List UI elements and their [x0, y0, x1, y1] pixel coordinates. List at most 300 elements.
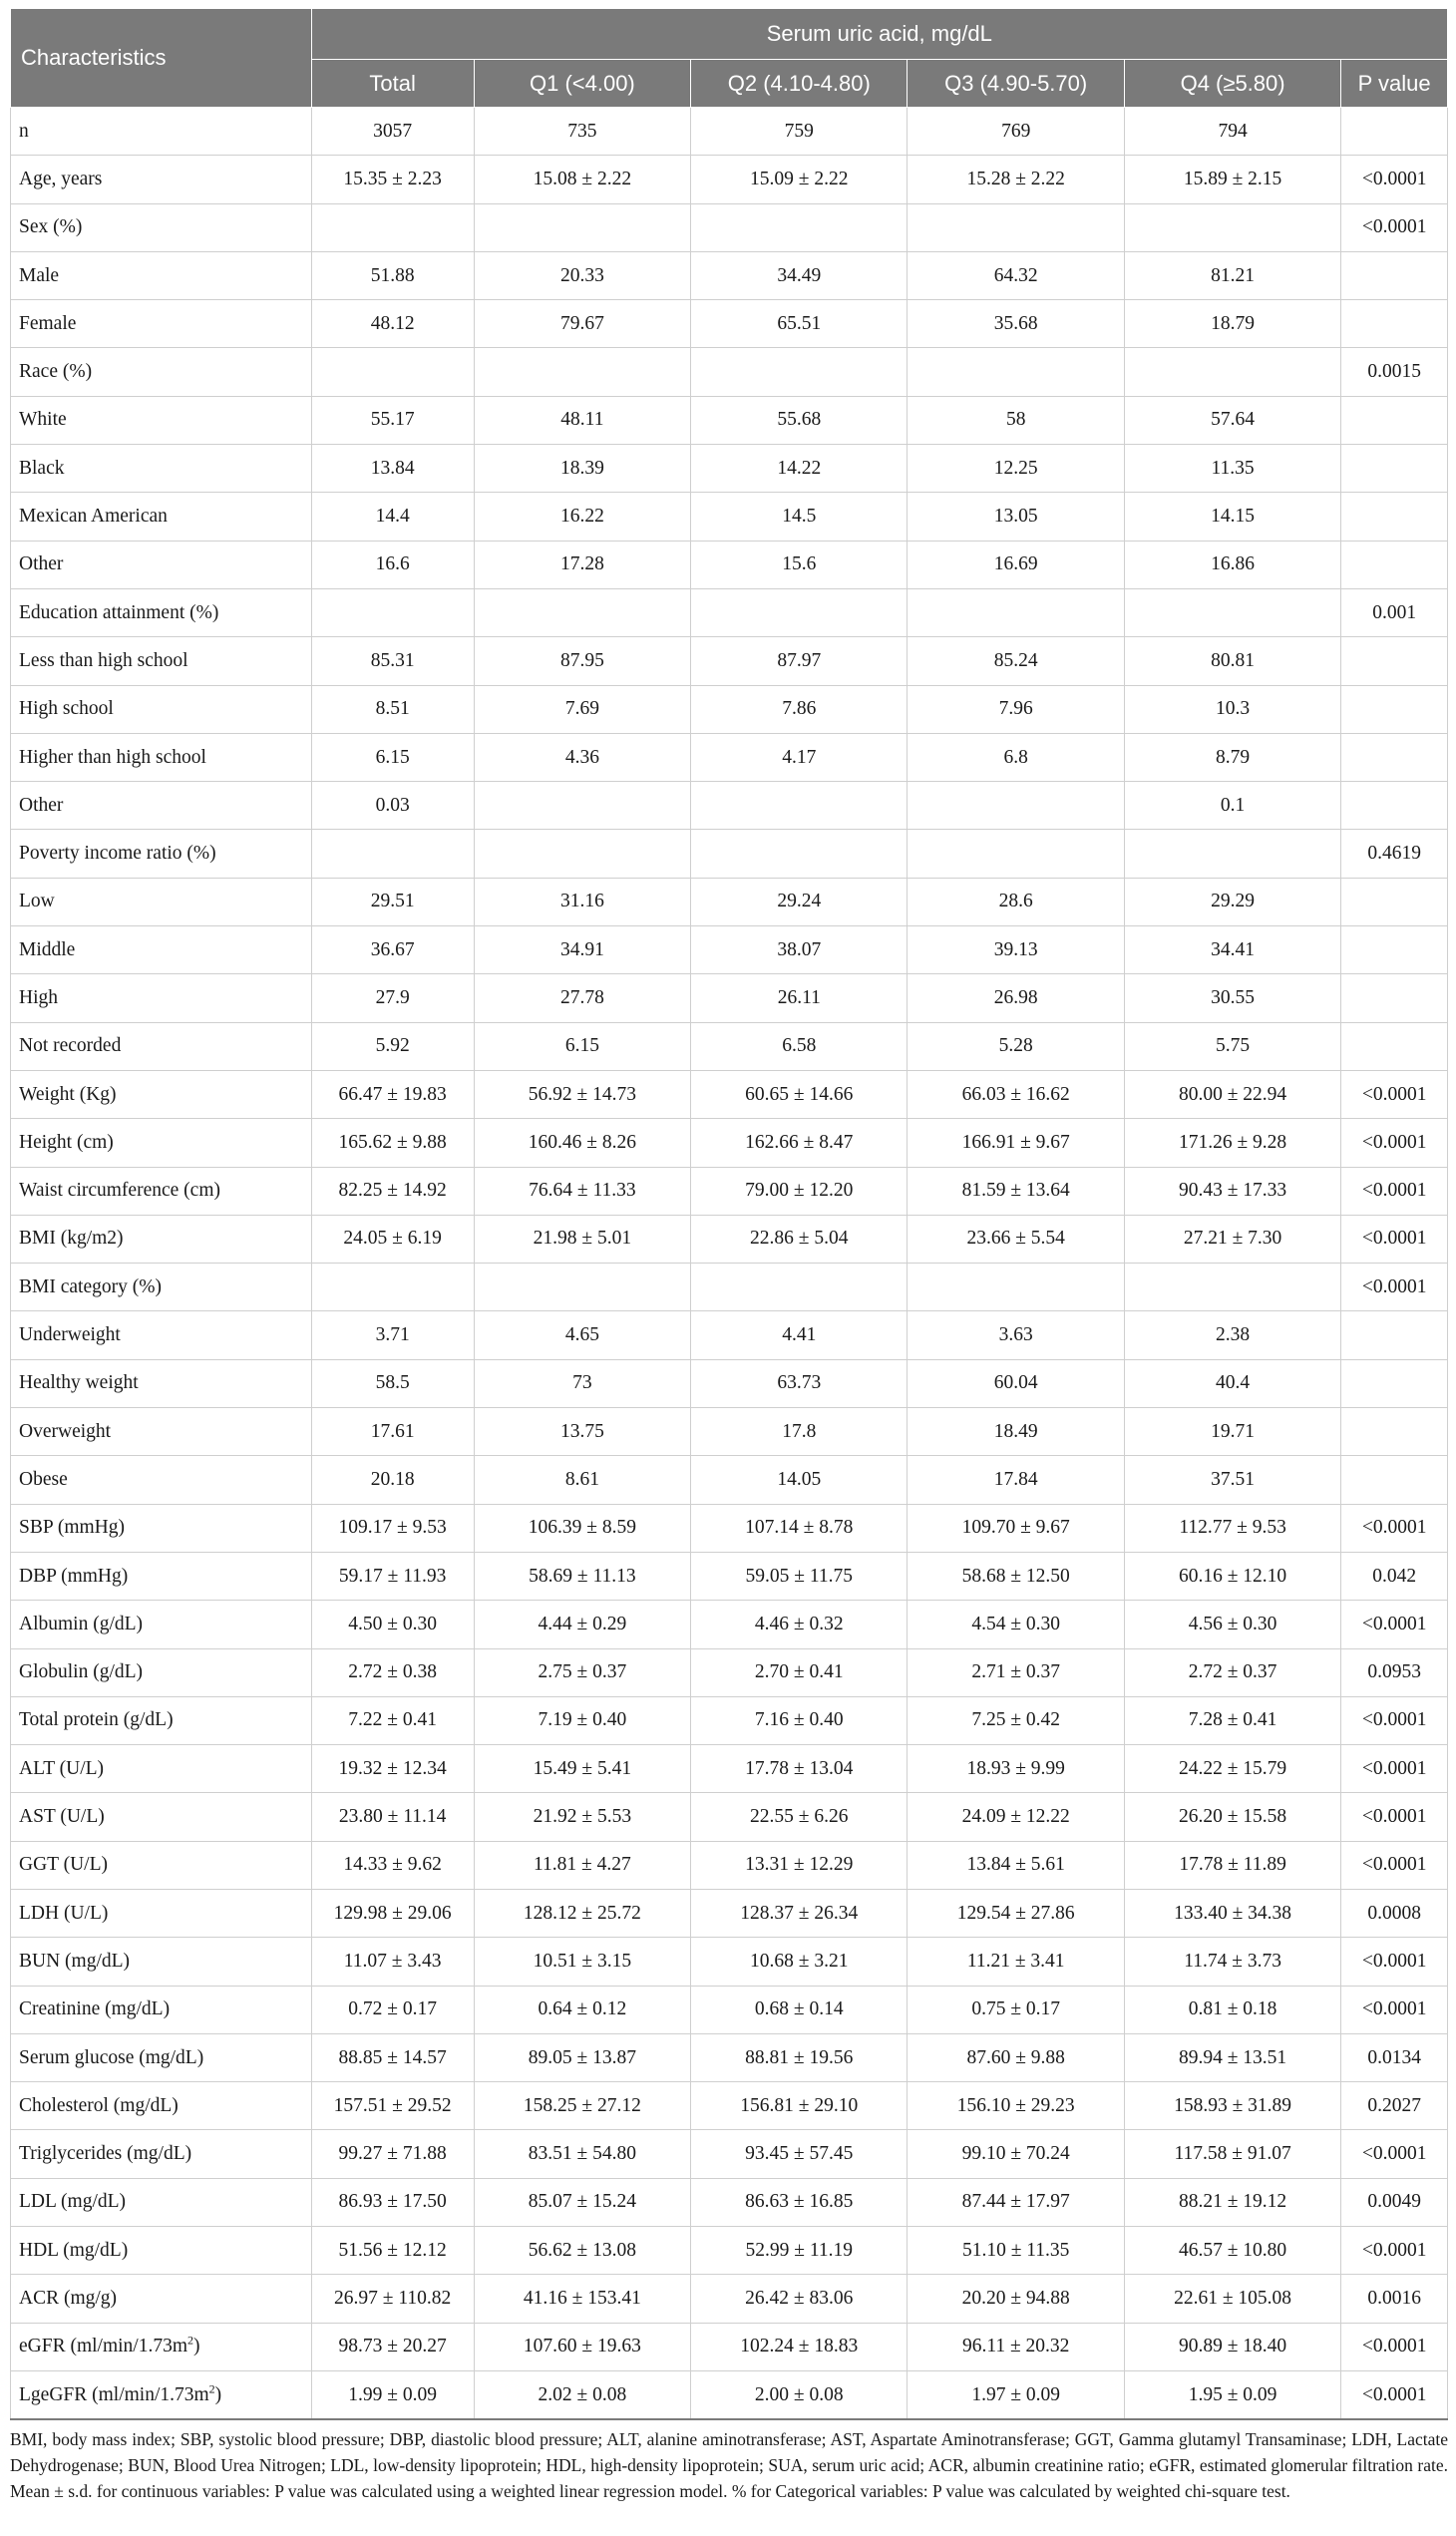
value-cell: 14.4	[311, 493, 474, 541]
value-cell: 6.8	[908, 733, 1124, 781]
row-label: ACR (mg/g)	[11, 2275, 312, 2323]
table-footnote: BMI, body mass index; SBP, systolic blood pressure; DBP, diastolic blood pressure; ALT, alanine aminotransferase; AST, Aspartate Aminotransferase; GGT, Gamma glutamyl Transaminase; LDH, Lactate Dehydrogenase; BUN, Blood Urea Nitrogen; LDL, low-density lipoprotein; HDL, high-density lipoprotein; SUA, serum uric acid; ACR, albumin creatinine ratio; eGFR, estimated glomerular filtration rate. Mean ± s.d. for continuous variables: P value was calculated using a weighted linear regression model. % for Categorical variables: P value was calculated by weighted chi-square test.	[10, 2429, 1448, 2502]
value-cell	[691, 348, 908, 396]
table-row	[11, 300, 1448, 348]
value-cell	[908, 588, 1124, 636]
p-value-cell: <0.0001	[1341, 1696, 1448, 1744]
value-cell: 4.17	[691, 733, 908, 781]
value-cell: 157.51 ± 29.52	[311, 2082, 474, 2130]
value-cell: 20.20 ± 94.88	[908, 2275, 1124, 2323]
value-cell: 3.63	[908, 1311, 1124, 1359]
p-value-cell	[1341, 685, 1448, 733]
value-cell: 48.11	[474, 396, 690, 444]
row-label-text: eGFR (ml/min/1.73m	[19, 2336, 188, 2357]
value-cell: 166.91 ± 9.67	[908, 1119, 1124, 1167]
p-value-cell: <0.0001	[1341, 2130, 1448, 2178]
table-row	[11, 1552, 1448, 1600]
value-cell: 60.04	[908, 1359, 1124, 1407]
value-cell: 156.81 ± 29.10	[691, 2082, 908, 2130]
value-cell: 17.28	[474, 541, 690, 588]
value-cell: 8.79	[1124, 733, 1340, 781]
value-cell: 171.26 ± 9.28	[1124, 1119, 1340, 1167]
value-cell: 4.44 ± 0.29	[474, 1601, 690, 1648]
row-label: Creatinine (mg/dL)	[11, 1986, 312, 2033]
value-cell: 11.35	[1124, 445, 1340, 493]
value-cell: 21.92 ± 5.53	[474, 1793, 690, 1841]
table-row	[11, 1793, 1448, 1841]
p-value-cell	[1341, 541, 1448, 588]
value-cell: 7.86	[691, 685, 908, 733]
value-cell: 18.93 ± 9.99	[908, 1745, 1124, 1793]
p-value-cell	[1341, 251, 1448, 299]
value-cell: 29.29	[1124, 878, 1340, 925]
row-label: Waist circumference (cm)	[11, 1167, 312, 1215]
row-label-text: LgeGFR (ml/min/1.73m	[19, 2383, 209, 2405]
value-cell: 85.31	[311, 637, 474, 685]
value-cell: 90.43 ± 17.33	[1124, 1167, 1340, 1215]
value-cell	[311, 348, 474, 396]
p-value-cell	[1341, 974, 1448, 1022]
row-label: Other	[11, 541, 312, 588]
p-value-cell	[1341, 782, 1448, 830]
value-cell: 29.24	[691, 878, 908, 925]
value-cell: 759	[691, 108, 908, 156]
value-cell: 14.22	[691, 445, 908, 493]
value-cell: 35.68	[908, 300, 1124, 348]
value-cell: 22.86 ± 5.04	[691, 1215, 908, 1263]
value-cell: 99.10 ± 70.24	[908, 2130, 1124, 2178]
value-cell: 31.16	[474, 878, 690, 925]
p-value-cell: <0.0001	[1341, 1745, 1448, 1793]
value-cell: 4.56 ± 0.30	[1124, 1601, 1340, 1648]
value-cell: 26.98	[908, 974, 1124, 1022]
value-cell: 85.07 ± 15.24	[474, 2178, 690, 2226]
value-cell: 14.05	[691, 1456, 908, 1504]
value-cell: 41.16 ± 153.41	[474, 2275, 690, 2323]
value-cell: 15.08 ± 2.22	[474, 156, 690, 203]
value-cell: 0.72 ± 0.17	[311, 1986, 474, 2033]
p-value-cell	[1341, 108, 1448, 156]
value-cell: 0.81 ± 0.18	[1124, 1986, 1340, 2033]
p-value-cell: <0.0001	[1341, 1119, 1448, 1167]
value-cell	[908, 203, 1124, 251]
table-row	[11, 733, 1448, 781]
value-cell: 15.89 ± 2.15	[1124, 156, 1340, 203]
row-label: Globulin (g/dL)	[11, 1648, 312, 1696]
value-cell: 40.4	[1124, 1359, 1340, 1407]
value-cell	[474, 348, 690, 396]
p-value-cell: <0.0001	[1341, 1986, 1448, 2033]
p-value-cell: 0.0015	[1341, 348, 1448, 396]
value-cell: 39.13	[908, 926, 1124, 974]
value-cell: 59.17 ± 11.93	[311, 1552, 474, 1600]
value-cell: 1.99 ± 0.09	[311, 2370, 474, 2419]
p-value-cell	[1341, 1408, 1448, 1456]
value-cell: 735	[474, 108, 690, 156]
value-cell	[908, 830, 1124, 878]
value-cell: 17.78 ± 13.04	[691, 1745, 908, 1793]
value-cell: 52.99 ± 11.19	[691, 2227, 908, 2275]
value-cell: 3.71	[311, 1311, 474, 1359]
value-cell: 93.45 ± 57.45	[691, 2130, 908, 2178]
value-cell: 17.61	[311, 1408, 474, 1456]
value-cell: 17.8	[691, 1408, 908, 1456]
value-cell: 133.40 ± 34.38	[1124, 1889, 1340, 1937]
row-label: GGT (U/L)	[11, 1841, 312, 1889]
value-cell: 117.58 ± 91.07	[1124, 2130, 1340, 2178]
value-cell: 22.61 ± 105.08	[1124, 2275, 1340, 2323]
value-cell: 2.38	[1124, 1311, 1340, 1359]
value-cell: 89.94 ± 13.51	[1124, 2033, 1340, 2081]
row-label: Cholesterol (mg/dL)	[11, 2082, 312, 2130]
row-label-end: )	[193, 2336, 200, 2357]
value-cell: 99.27 ± 71.88	[311, 2130, 474, 2178]
table-row	[11, 1745, 1448, 1793]
column-header: Q2 (4.10-4.80)	[691, 60, 908, 108]
value-cell: 22.55 ± 6.26	[691, 1793, 908, 1841]
value-cell: 128.37 ± 26.34	[691, 1889, 908, 1937]
value-cell: 55.17	[311, 396, 474, 444]
value-cell	[311, 830, 474, 878]
value-cell: 1.97 ± 0.09	[908, 2370, 1124, 2419]
p-value-cell: <0.0001	[1341, 2370, 1448, 2419]
value-cell: 13.31 ± 12.29	[691, 1841, 908, 1889]
value-cell	[474, 1264, 690, 1311]
value-cell: 14.15	[1124, 493, 1340, 541]
value-cell: 18.79	[1124, 300, 1340, 348]
value-cell: 26.42 ± 83.06	[691, 2275, 908, 2323]
value-cell: 8.61	[474, 1456, 690, 1504]
value-cell: 81.59 ± 13.64	[908, 1167, 1124, 1215]
value-cell: 7.69	[474, 685, 690, 733]
table-row	[11, 637, 1448, 685]
row-label: Albumin (g/dL)	[11, 1601, 312, 1648]
row-label: Height (cm)	[11, 1119, 312, 1167]
value-cell: 4.50 ± 0.30	[311, 1601, 474, 1648]
row-label	[11, 2323, 312, 2370]
p-value-cell	[1341, 1022, 1448, 1070]
p-value-cell: <0.0001	[1341, 1793, 1448, 1841]
header-characteristics: Characteristics	[11, 9, 312, 108]
column-header: Q3 (4.90-5.70)	[908, 60, 1124, 108]
p-value-cell: <0.0001	[1341, 1167, 1448, 1215]
value-cell: 80.81	[1124, 637, 1340, 685]
value-cell: 24.05 ± 6.19	[311, 1215, 474, 1263]
value-cell: 128.12 ± 25.72	[474, 1889, 690, 1937]
table-row	[11, 588, 1448, 636]
value-cell	[1124, 830, 1340, 878]
table-row	[11, 1456, 1448, 1504]
row-label: Triglycerides (mg/dL)	[11, 2130, 312, 2178]
value-cell: 4.54 ± 0.30	[908, 1601, 1124, 1648]
value-cell: 27.78	[474, 974, 690, 1022]
value-cell: 82.25 ± 14.92	[311, 1167, 474, 1215]
table-row	[11, 1601, 1448, 1648]
p-value-cell	[1341, 878, 1448, 925]
value-cell: 0.75 ± 0.17	[908, 1986, 1124, 2033]
value-cell: 86.63 ± 16.85	[691, 2178, 908, 2226]
value-cell: 18.49	[908, 1408, 1124, 1456]
p-value-cell	[1341, 445, 1448, 493]
value-cell	[1124, 348, 1340, 396]
characteristics-table	[10, 8, 1448, 2420]
value-cell: 87.60 ± 9.88	[908, 2033, 1124, 2081]
value-cell: 27.9	[311, 974, 474, 1022]
value-cell: 2.71 ± 0.37	[908, 1648, 1124, 1696]
value-cell: 102.24 ± 18.83	[691, 2323, 908, 2370]
value-cell: 15.28 ± 2.22	[908, 156, 1124, 203]
value-cell: 80.00 ± 22.94	[1124, 1070, 1340, 1118]
value-cell: 5.92	[311, 1022, 474, 1070]
value-cell: 162.66 ± 8.47	[691, 1119, 908, 1167]
value-cell: 63.73	[691, 1359, 908, 1407]
value-cell: 20.33	[474, 251, 690, 299]
value-cell: 8.51	[311, 685, 474, 733]
value-cell: 58	[908, 396, 1124, 444]
value-cell	[691, 588, 908, 636]
value-cell: 23.66 ± 5.54	[908, 1215, 1124, 1263]
p-value-cell: 0.0049	[1341, 2178, 1448, 2226]
value-cell: 7.16 ± 0.40	[691, 1696, 908, 1744]
p-value-cell: <0.0001	[1341, 1938, 1448, 1986]
value-cell: 66.03 ± 16.62	[908, 1070, 1124, 1118]
row-label: Sex (%)	[11, 203, 312, 251]
p-value-cell: <0.0001	[1341, 156, 1448, 203]
table-row	[11, 1889, 1448, 1937]
table-row	[11, 926, 1448, 974]
row-label: Not recorded	[11, 1022, 312, 1070]
p-value-cell: 0.001	[1341, 588, 1448, 636]
table-row	[11, 2370, 1448, 2419]
value-cell: 34.41	[1124, 926, 1340, 974]
value-cell	[908, 1264, 1124, 1311]
value-cell: 56.62 ± 13.08	[474, 2227, 690, 2275]
value-cell: 10.51 ± 3.15	[474, 1938, 690, 1986]
row-label: Age, years	[11, 156, 312, 203]
p-value-cell: <0.0001	[1341, 1070, 1448, 1118]
value-cell: 16.86	[1124, 541, 1340, 588]
table-row	[11, 108, 1448, 156]
value-cell	[908, 782, 1124, 830]
row-label: ALT (U/L)	[11, 1745, 312, 1793]
row-label: Mexican American	[11, 493, 312, 541]
value-cell: 15.09 ± 2.22	[691, 156, 908, 203]
p-value-cell	[1341, 493, 1448, 541]
value-cell: 14.33 ± 9.62	[311, 1841, 474, 1889]
value-cell	[474, 782, 690, 830]
table-row	[11, 2178, 1448, 2226]
row-label-superscript: 2	[187, 2333, 194, 2348]
value-cell: 58.5	[311, 1359, 474, 1407]
value-cell: 57.64	[1124, 396, 1340, 444]
row-label: BMI (kg/m2)	[11, 1215, 312, 1263]
value-cell: 5.75	[1124, 1022, 1340, 1070]
value-cell: 36.67	[311, 926, 474, 974]
value-cell: 27.21 ± 7.30	[1124, 1215, 1340, 1263]
table-row	[11, 2227, 1448, 2275]
p-value-cell	[1341, 637, 1448, 685]
p-value-cell: 0.0016	[1341, 2275, 1448, 2323]
row-label: White	[11, 396, 312, 444]
row-label: BUN (mg/dL)	[11, 1938, 312, 1986]
value-cell	[691, 1264, 908, 1311]
row-label: Serum glucose (mg/dL)	[11, 2033, 312, 2081]
value-cell	[691, 203, 908, 251]
column-header: Total	[311, 60, 474, 108]
table-body	[11, 108, 1448, 2420]
row-label: Male	[11, 251, 312, 299]
value-cell: 16.22	[474, 493, 690, 541]
p-value-cell: 0.0953	[1341, 1648, 1448, 1696]
row-label: Underweight	[11, 1311, 312, 1359]
value-cell: 2.72 ± 0.37	[1124, 1648, 1340, 1696]
value-cell: 79.00 ± 12.20	[691, 1167, 908, 1215]
value-cell: 48.12	[311, 300, 474, 348]
table-row	[11, 1215, 1448, 1263]
value-cell: 10.68 ± 3.21	[691, 1938, 908, 1986]
p-value-cell	[1341, 396, 1448, 444]
table-row	[11, 2275, 1448, 2323]
table-row	[11, 1022, 1448, 1070]
row-label: SBP (mmHg)	[11, 1504, 312, 1552]
value-cell: 15.35 ± 2.23	[311, 156, 474, 203]
value-cell: 13.75	[474, 1408, 690, 1456]
value-cell: 88.85 ± 14.57	[311, 2033, 474, 2081]
value-cell: 76.64 ± 11.33	[474, 1167, 690, 1215]
table-row	[11, 1841, 1448, 1889]
value-cell: 794	[1124, 108, 1340, 156]
value-cell: 21.98 ± 5.01	[474, 1215, 690, 1263]
value-cell: 38.07	[691, 926, 908, 974]
value-cell: 59.05 ± 11.75	[691, 1552, 908, 1600]
p-value-cell: <0.0001	[1341, 203, 1448, 251]
row-label: LDH (U/L)	[11, 1889, 312, 1937]
p-value-cell: 0.4619	[1341, 830, 1448, 878]
value-cell: 0.64 ± 0.12	[474, 1986, 690, 2033]
row-label-end: )	[214, 2383, 222, 2405]
value-cell: 29.51	[311, 878, 474, 925]
table-row	[11, 2082, 1448, 2130]
value-cell: 160.46 ± 8.26	[474, 1119, 690, 1167]
value-cell: 66.47 ± 19.83	[311, 1070, 474, 1118]
table-row	[11, 1696, 1448, 1744]
table-row	[11, 2033, 1448, 2081]
table-row	[11, 348, 1448, 396]
value-cell: 15.49 ± 5.41	[474, 1745, 690, 1793]
table-row	[11, 1070, 1448, 1118]
value-cell: 89.05 ± 13.87	[474, 2033, 690, 2081]
value-cell: 11.21 ± 3.41	[908, 1938, 1124, 1986]
row-label: Less than high school	[11, 637, 312, 685]
value-cell: 51.88	[311, 251, 474, 299]
p-value-cell	[1341, 1359, 1448, 1407]
value-cell: 20.18	[311, 1456, 474, 1504]
table-row	[11, 445, 1448, 493]
p-value-cell	[1341, 300, 1448, 348]
header-serum-uric-acid: Serum uric acid, mg/dL	[311, 9, 1447, 60]
value-cell: 158.93 ± 31.89	[1124, 2082, 1340, 2130]
p-value-cell: <0.0001	[1341, 1841, 1448, 1889]
value-cell: 10.3	[1124, 685, 1340, 733]
row-label: LDL (mg/dL)	[11, 2178, 312, 2226]
p-value-cell	[1341, 926, 1448, 974]
value-cell: 0.03	[311, 782, 474, 830]
table-row	[11, 2323, 1448, 2370]
value-cell: 19.71	[1124, 1408, 1340, 1456]
column-header: Q4 (≥5.80)	[1124, 60, 1340, 108]
table-row	[11, 1504, 1448, 1552]
value-cell: 87.44 ± 17.97	[908, 2178, 1124, 2226]
p-value-cell: <0.0001	[1341, 1264, 1448, 1311]
value-cell: 26.20 ± 15.58	[1124, 1793, 1340, 1841]
value-cell: 98.73 ± 20.27	[311, 2323, 474, 2370]
p-value-cell	[1341, 1456, 1448, 1504]
row-label: High	[11, 974, 312, 1022]
row-label: Poverty income ratio (%)	[11, 830, 312, 878]
value-cell: 7.22 ± 0.41	[311, 1696, 474, 1744]
value-cell: 87.95	[474, 637, 690, 685]
value-cell: 109.70 ± 9.67	[908, 1504, 1124, 1552]
value-cell: 60.65 ± 14.66	[691, 1070, 908, 1118]
value-cell: 14.5	[691, 493, 908, 541]
value-cell: 158.25 ± 27.12	[474, 2082, 690, 2130]
table-row	[11, 1938, 1448, 1986]
row-label: Black	[11, 445, 312, 493]
p-value-cell: <0.0001	[1341, 2323, 1448, 2370]
row-label: Other	[11, 782, 312, 830]
table-row	[11, 396, 1448, 444]
table-row	[11, 493, 1448, 541]
value-cell: 23.80 ± 11.14	[311, 1793, 474, 1841]
value-cell: 16.6	[311, 541, 474, 588]
value-cell: 51.10 ± 11.35	[908, 2227, 1124, 2275]
value-cell: 2.00 ± 0.08	[691, 2370, 908, 2419]
value-cell: 87.97	[691, 637, 908, 685]
row-label: DBP (mmHg)	[11, 1552, 312, 1600]
p-value-cell: <0.0001	[1341, 1504, 1448, 1552]
p-value-cell: 0.042	[1341, 1552, 1448, 1600]
value-cell: 56.92 ± 14.73	[474, 1070, 690, 1118]
value-cell: 17.84	[908, 1456, 1124, 1504]
table-row	[11, 1648, 1448, 1696]
value-cell: 34.91	[474, 926, 690, 974]
value-cell: 1.95 ± 0.09	[1124, 2370, 1340, 2419]
value-cell: 4.41	[691, 1311, 908, 1359]
value-cell: 86.93 ± 17.50	[311, 2178, 474, 2226]
row-label: Female	[11, 300, 312, 348]
value-cell: 26.97 ± 110.82	[311, 2275, 474, 2323]
value-cell: 112.77 ± 9.53	[1124, 1504, 1340, 1552]
row-label: n	[11, 108, 312, 156]
value-cell: 107.60 ± 19.63	[474, 2323, 690, 2370]
table-row	[11, 974, 1448, 1022]
value-cell	[474, 203, 690, 251]
value-cell: 129.98 ± 29.06	[311, 1889, 474, 1937]
row-label: Middle	[11, 926, 312, 974]
value-cell: 7.25 ± 0.42	[908, 1696, 1124, 1744]
value-cell: 7.96	[908, 685, 1124, 733]
row-label: AST (U/L)	[11, 1793, 312, 1841]
p-value-cell	[1341, 733, 1448, 781]
value-cell: 55.68	[691, 396, 908, 444]
row-label: Low	[11, 878, 312, 925]
value-cell	[1124, 203, 1340, 251]
value-cell: 6.58	[691, 1022, 908, 1070]
row-label: Race (%)	[11, 348, 312, 396]
value-cell: 0.68 ± 0.14	[691, 1986, 908, 2033]
row-label: HDL (mg/dL)	[11, 2227, 312, 2275]
value-cell: 65.51	[691, 300, 908, 348]
